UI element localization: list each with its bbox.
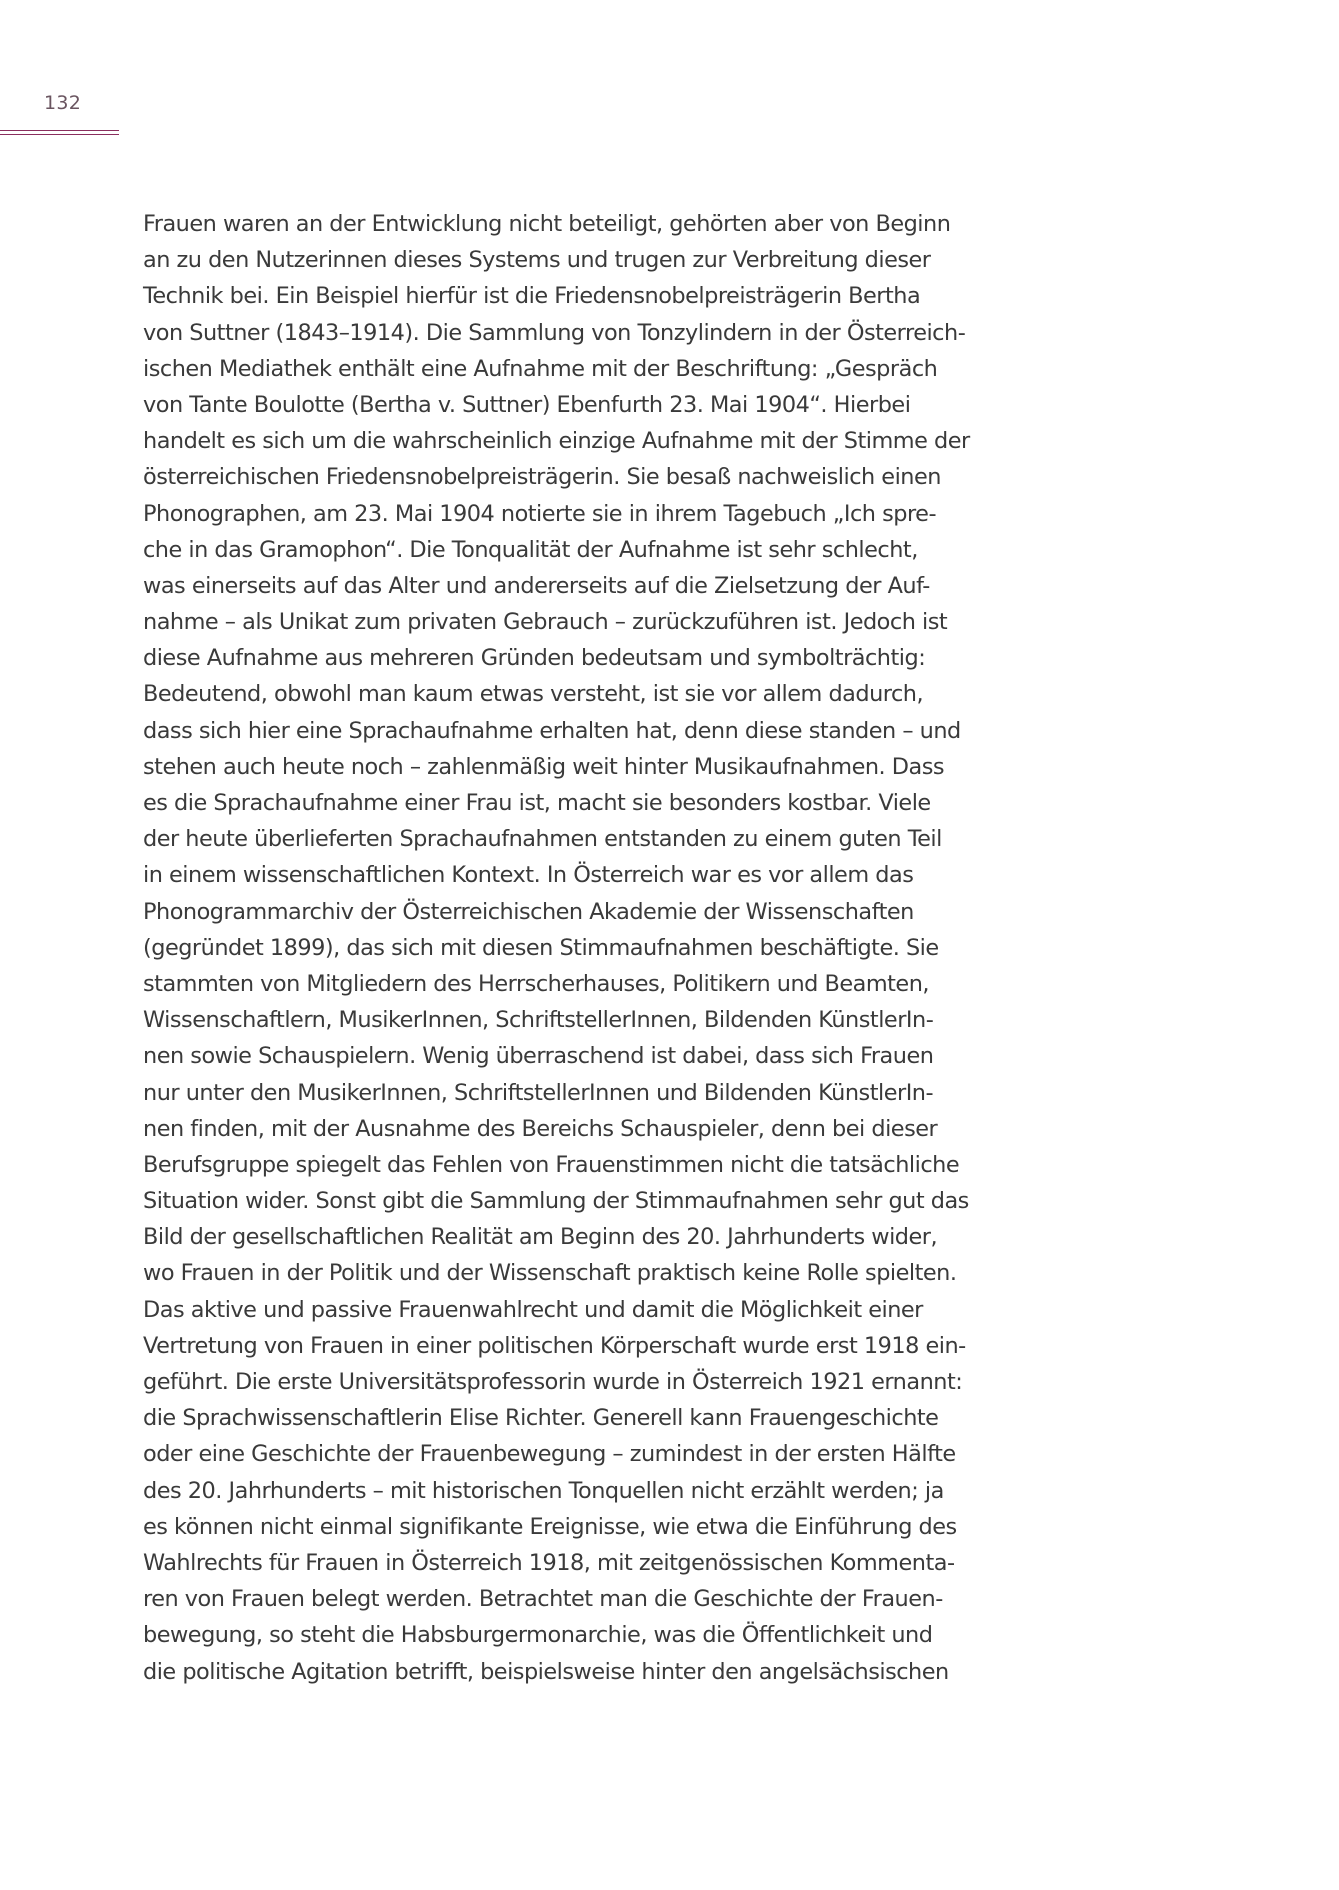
text-line: die politische Agitation betrifft, beispielsweise hinter den angelsächsischen: [143, 1658, 949, 1685]
text-line: es die Sprachaufnahme einer Frau ist, macht sie besonders kostbar. Viele: [143, 790, 931, 816]
text-line: Vertretung von Frauen in einer politischen Körperschaft wurde erst 1918 ein-: [143, 1332, 966, 1359]
text-line: Technik bei. Ein Beispiel hierfür ist die Friedensnobelpreisträgerin Bertha: [143, 283, 921, 310]
text-line: Phonographen, am 23. Mai 1904 notierte sie in ihrem Tagebuch „Ich spre-: [143, 500, 937, 527]
text-line: nen finden, mit der Ausnahme des Bereichs Schauspieler, denn bei dieser: [143, 1115, 938, 1142]
text-line: Phonogrammarchiv der Österreichischen Akademie der Wissenschaften: [143, 898, 914, 925]
header-rule: [0, 130, 119, 131]
text-line: die Sprachwissenschaftlerin Elise Richter. Generell kann Frauengeschichte: [143, 1405, 939, 1432]
text-line: che in das Gramophon“. Die Tonqualität der Aufnahme ist sehr schlecht,: [143, 536, 918, 563]
text-line: von Tante Boulotte (Bertha v. Suttner) Ebenfurth 23. Mai 1904“. Hierbei: [143, 391, 911, 418]
header-rule: [0, 134, 119, 135]
text-line: es können nicht einmal signifikante Ereignisse, wie etwa die Einführung des: [143, 1513, 957, 1540]
text-line: der heute überlieferten Sprachaufnahmen entstanden zu einem guten Teil: [143, 826, 942, 853]
text-line: was einerseits auf das Alter und andererseits auf die Zielsetzung der Auf-: [143, 572, 930, 599]
text-line: österreichischen Friedensnobelpreisträgerin. Sie besaß nachweislich einen: [143, 464, 941, 491]
text-line: handelt es sich um die wahrscheinlich einzige Aufnahme mit der Stimme der: [143, 428, 970, 455]
text-line: an zu den Nutzerinnen dieses Systems und trugen zur Verbreitung dieser: [143, 247, 931, 274]
text-line: bewegung, so steht die Habsburgermonarchie, was die Öffentlichkeit und: [143, 1622, 933, 1649]
text-line: Situation wider. Sonst gibt die Sammlung der Stimmaufnahmen sehr gut das: [143, 1188, 969, 1215]
text-line: Wahlrechts für Frauen in Österreich 1918, mit zeitgenössischen Kommenta-: [143, 1549, 955, 1576]
text-line: ischen Mediathek enthält eine Aufnahme mit der Beschriftung: „Gespräch: [143, 355, 938, 382]
text-line: ren von Frauen belegt werden. Betrachtet man die Geschichte der Frauen-: [143, 1586, 943, 1613]
text-line: Das aktive und passive Frauenwahlrecht und damit die Möglichkeit einer: [143, 1296, 923, 1323]
text-line: Frauen waren an der Entwicklung nicht beteiligt, gehörten aber von Beginn: [143, 211, 951, 237]
text-line: Bild der gesellschaftlichen Realität am Beginn des 20. Jahrhunderts wider,: [143, 1224, 938, 1251]
text-line: dass sich hier eine Sprachaufnahme erhalten hat, denn diese standen – und: [143, 717, 961, 744]
text-line: (gegründet 1899), das sich mit diesen Stimmaufnahmen beschäftigte. Sie: [143, 934, 939, 961]
body-text: [143, 206, 1043, 1690]
text-line: von Suttner (1843–1914). Die Sammlung von Tonzylindern in der Österreich-: [143, 319, 966, 346]
text-line: nur unter den MusikerInnen, SchriftstellerInnen und Bildenden KünstlerIn-: [143, 1079, 934, 1106]
page-number: 132: [44, 92, 82, 114]
text-line: Bedeutend, obwohl man kaum etwas versteht, ist sie vor allem dadurch,: [143, 681, 924, 708]
text-line: nahme – als Unikat zum privaten Gebrauch – zurückzuführen ist. Jedoch ist: [143, 609, 948, 636]
text-line: oder eine Geschichte der Frauenbewegung – zumindest in der ersten Hälfte: [143, 1441, 956, 1468]
text-line: nen sowie Schauspielern. Wenig überraschend ist dabei, dass sich Frauen: [143, 1043, 934, 1070]
text-line: geführt. Die erste Universitätsprofessorin wurde in Österreich 1921 ernannt:: [143, 1369, 963, 1395]
text-line: stammten von Mitgliedern des Herrscherhauses, Politikern und Beamten,: [143, 970, 930, 997]
text-line: stehen auch heute noch – zahlenmäßig weit hinter Musikaufnahmen. Dass: [143, 753, 945, 780]
text-line: wo Frauen in der Politik und der Wissenschaft praktisch keine Rolle spielten.: [143, 1260, 957, 1287]
text-line: in einem wissenschaftlichen Kontext. In Österreich war es vor allem das: [143, 862, 914, 889]
text-line: Wissenschaftlern, MusikerInnen, SchriftstellerInnen, Bildenden KünstlerIn-: [143, 1007, 934, 1034]
text-line: diese Aufnahme aus mehreren Gründen bedeutsam und symbolträchtig:: [143, 645, 926, 672]
text-line: Berufsgruppe spiegelt das Fehlen von Frauenstimmen nicht die tatsächliche: [143, 1151, 960, 1178]
text-line: des 20. Jahrhunderts – mit historischen Tonquellen nicht erzählt werden; ja: [143, 1477, 944, 1504]
